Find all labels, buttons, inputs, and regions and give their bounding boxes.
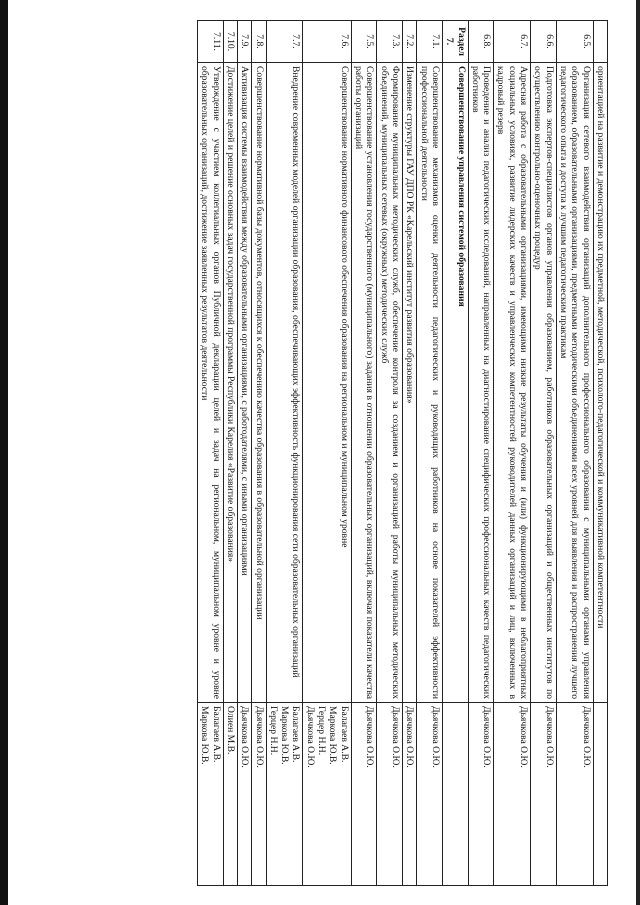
table-row (494, 21, 531, 886)
scan-border-left (0, 0, 8, 905)
plan-table-body (198, 21, 608, 886)
table-row (531, 21, 557, 886)
row-responsible: Дьячкова О.Ю. (494, 703, 531, 886)
row-number: Раздел 7. (442, 21, 468, 63)
row-description: Внедрение современных моделей организации образования, обеспечивающих эффективность функционирования сети образовательных организаций (266, 63, 303, 703)
row-description: Совершенствование управления системой образования (442, 63, 468, 703)
table-row (223, 21, 237, 886)
table-row (468, 21, 494, 886)
row-number: 7.3. (377, 21, 403, 63)
row-description: Совершенствование нормативного финансового обеспечения образования на региональном и муниципальном уровне (303, 63, 351, 703)
row-responsible: Дьячкова О.Ю. (417, 703, 443, 886)
row-description: ориентацией на развитие и демонстрацию их предметной, методической, психолого-педагогической и коммуникативной компетентности (593, 63, 607, 703)
row-responsible: Балагаев А.В. Маркова Ю.В. Герцер Н.Н. Дьячкова О.Ю. (303, 703, 351, 886)
scan-border-right (636, 0, 640, 905)
table-row (417, 21, 443, 886)
table-row (593, 21, 607, 886)
row-number: 6.8. (468, 21, 494, 63)
row-responsible: Дьячкова О.Ю. (556, 703, 593, 886)
row-number (593, 21, 607, 63)
table-row (303, 21, 351, 886)
rotated-table-container (63, 20, 608, 885)
row-description: Проведение и анализ педагогических исследований, направленных на диагностирование специфических профессиональных качеств педагогических работников (468, 63, 494, 703)
row-number: 6.6. (531, 21, 557, 63)
table-row (377, 21, 403, 886)
row-number: 7.10. (223, 21, 237, 63)
row-number: 6.7. (494, 21, 531, 63)
row-responsible: Балагаев А.В. Маркова Ю.В. (198, 703, 224, 886)
row-number: 7.6. (303, 21, 351, 63)
row-description: Совершенствование нормативной базы документов, относящихся к обеспечению качества образования в образовательной организации (252, 63, 266, 703)
row-number: 7.8. (252, 21, 266, 63)
row-description: Достижение целей и решение основных задач государственной программы Республики Карелия «Развитие образования» (223, 63, 237, 703)
plan-table (197, 20, 608, 886)
table-row (198, 21, 224, 886)
row-number: 7.5. (351, 21, 377, 63)
row-number: 7.2. (403, 21, 417, 63)
table-row (252, 21, 266, 886)
row-responsible: Дьячкова О.Ю. (377, 703, 403, 886)
row-description: Подготовка экспертов-специалистов органов управления образованием, работников образовательных организаций и общественных институтов по осуществлению контрольно-оценочных процедур (531, 63, 557, 703)
row-responsible: Олиен М.В. (223, 703, 237, 886)
table-row (351, 21, 377, 886)
row-responsible: Дьячкова О.Ю. (468, 703, 494, 886)
row-description: Совершенствование механизмов оценки деятельности педагогических и руководящих работников на основе показателей эффективности профессиональной деятельности (417, 63, 443, 703)
row-description: Утверждение с участием коллегиальных органов Публичной декларации целей и задач на региональном, муниципальном уровне и уровне образовательных организаций, достижение заявленных результатов деятельности (198, 63, 224, 703)
row-number: 6.5. (556, 21, 593, 63)
table-row (237, 21, 251, 886)
row-description: Адресная работа с образовательными организациями, имеющими низкие результаты обучения и (или) функционирующими в неблагоприятных социальных условиях, развитие лидерских качеств и управленческих компетентностей руководителей данных организаций и лиц, включенных в кадровый резерв (494, 63, 531, 703)
row-description: Изменение структуры ГАУ ДПО РК «Карельский институт развития образования» (403, 63, 417, 703)
row-responsible: Дьячкова О.Ю. (531, 703, 557, 886)
row-description: Совершенствование установления государственного (муниципального) задания в отношении образовательных организаций, включая показатели качества работы организаций (351, 63, 377, 703)
table-row (403, 21, 417, 886)
row-responsible: Дьячкова О.Ю. (403, 703, 417, 886)
row-responsible (593, 703, 607, 886)
table-row (266, 21, 303, 886)
row-responsible (442, 703, 468, 886)
row-responsible: Дьячкова О.Ю. (237, 703, 251, 886)
row-responsible: Дьячкова О.Ю. (351, 703, 377, 886)
row-number: 7.9. (237, 21, 251, 63)
row-number: 7.11. (198, 21, 224, 63)
row-description: Организация сетевого взаимодействия организаций дополнительного профессионального образования с муниципальными органами управления образованием, образовательными организациями, предметными методическими объединениями всех уровней для выявления и распространения лучшего педагогического опыта и доступа к лучшим педагогическим практикам (556, 63, 593, 703)
row-description: Формирование муниципальных методических служб, обеспечение контроля за созданием и организацией работы муниципальных методических объединений, муниципальных сетевых (окружных) методических служб (377, 63, 403, 703)
section-row (442, 21, 468, 886)
table-row (556, 21, 593, 886)
row-number: 7.7. (266, 21, 303, 63)
row-responsible: Дьячкова О.Ю. (252, 703, 266, 886)
row-number: 7.1. (417, 21, 443, 63)
row-description: Активизация системы взаимодействия между образовательными организациями, с работодателями, с иными организациями (237, 63, 251, 703)
row-responsible: Балагаев А.В. Маркова Ю.В. Герцер Н.Н. (266, 703, 303, 886)
